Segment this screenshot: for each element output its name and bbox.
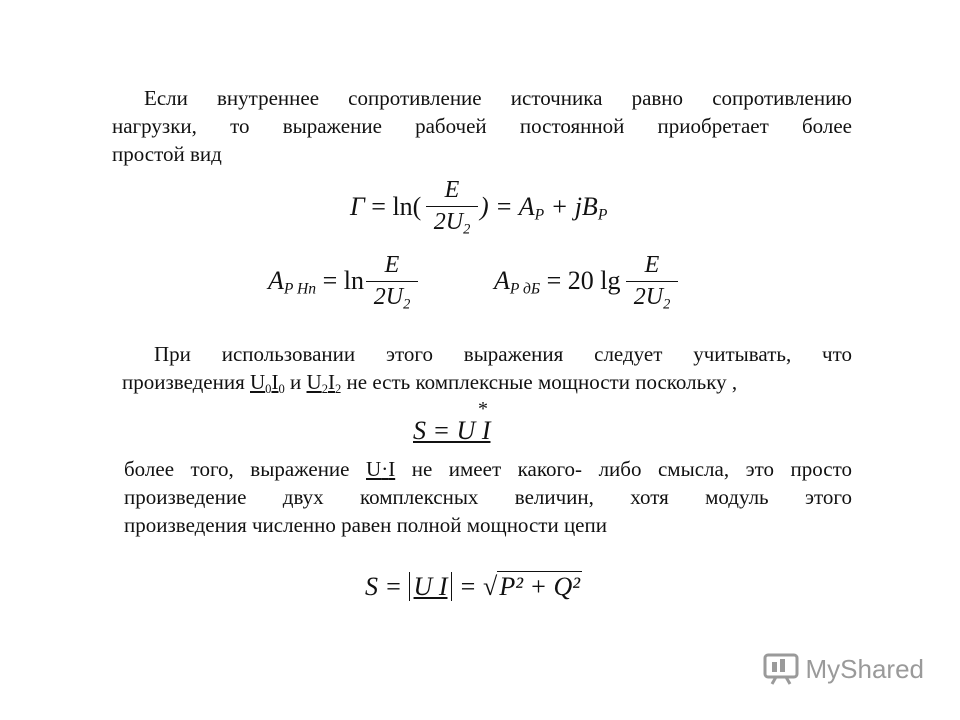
formula-ap-db-denominator: 2U	[633, 284, 664, 310]
paragraph-3	[124, 455, 852, 539]
formula-ap-db-lhs: A	[494, 266, 510, 295]
formula-ap-db-den-sub: 2	[663, 296, 671, 313]
paragraph-2-line-2: произведения $U_0I_0$ и $U_2I_2$ не есть комплексные мощности поскольку ,	[122, 370, 738, 396]
formula-gamma-ln: = ln(	[371, 192, 422, 221]
formula-ap-np-numerator: E	[384, 252, 400, 278]
formula-gamma-lhs: Г	[350, 192, 365, 221]
formula-gamma-rhs2-sub: P	[597, 206, 608, 224]
paragraph-3-line-3: произведения численно равен полной мощности цепи	[124, 513, 607, 537]
formula-ap-np-eq: = ln	[322, 266, 364, 295]
formula-gamma-numerator: E	[444, 177, 460, 203]
formula-gamma-rhs: ) = A	[480, 192, 535, 221]
formula-ap-db-sub: P дБ	[509, 280, 541, 298]
formula-ap-np-fraction	[366, 252, 418, 313]
u0-symbol: $U_0I_0$	[250, 370, 285, 396]
ui-symbol: U·I	[366, 457, 396, 481]
paragraph-1-line-3: простой вид	[112, 142, 222, 166]
myshared-logo	[762, 652, 925, 686]
u2-symbol: $U_2I_2$	[306, 370, 342, 396]
paragraph-2-line-1: При использовании этого выражения следует учитывать, что	[154, 342, 852, 366]
paragraph-3-line-2: произведение двух комплексных величин, хотя модуль этого	[124, 485, 852, 509]
paragraph-1-line-1: Если внутреннее сопротивление источника равно сопротивлению	[144, 86, 852, 110]
formula-s-modulus-eq: =	[452, 572, 484, 601]
formula-ap-np-sub: P Нп	[283, 280, 317, 298]
paragraph-3-line-1: более того, выражение U·I не имеет какого- либо смысла, это просто	[124, 457, 852, 481]
formula-ap-db-eq: = 20 lg	[546, 266, 621, 295]
formula-ap-db-numerator: E	[644, 252, 660, 278]
formula-s-modulus-rad: P² + Q²	[499, 572, 581, 601]
presentation-icon	[762, 652, 800, 686]
formula-s-modulus-lhs: S =	[365, 572, 409, 601]
formula-s-modulus-abs: U I	[409, 572, 453, 601]
formula-ap-np-denominator: 2U	[373, 284, 404, 310]
formula-ap-np-den-sub: 2	[403, 296, 411, 313]
formula-s-ui-text: S = U I	[413, 416, 491, 445]
paragraph-1-line-2: нагрузки, то выражение рабочей постоянной приобретает более	[112, 114, 852, 138]
formula-s-ui-star: *	[478, 398, 488, 420]
paragraph-1	[112, 84, 852, 168]
myshared-logo-text: MyShared	[805, 653, 924, 684]
formula-gamma-fraction	[426, 177, 478, 238]
formula-ap-db-fraction	[626, 252, 678, 313]
formula-ap-np-lhs: A	[268, 266, 284, 295]
paragraph-2	[122, 340, 852, 396]
formula-gamma-plus: + jB	[544, 192, 598, 221]
formula-gamma-rhs-sub: P	[534, 206, 545, 224]
formula-gamma-den-sub: 2	[463, 221, 471, 238]
formula-gamma-denominator: 2U	[433, 209, 464, 235]
